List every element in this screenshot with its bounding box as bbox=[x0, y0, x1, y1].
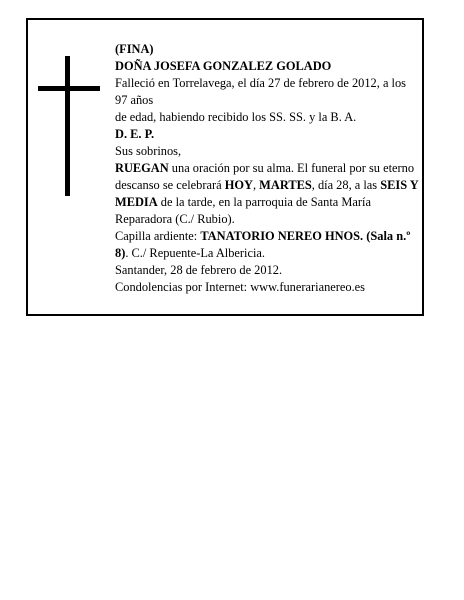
chapel-address: . C./ Repuente-La Albericia. bbox=[125, 246, 266, 260]
prayer-text-2: , día 28, a las bbox=[311, 178, 381, 192]
hoy-word: HOY bbox=[224, 178, 253, 192]
service-time: SEIS Y MEDIA bbox=[115, 178, 419, 209]
prayer-comma: , bbox=[252, 178, 260, 192]
deceased-name: DOÑA JOSEFA GONZALEZ GOLADO bbox=[115, 59, 332, 73]
chapel-room: (Sala n.º 8) bbox=[115, 229, 411, 260]
chapel-label: Capilla ardiente: bbox=[115, 229, 201, 243]
cross-vertical-bar bbox=[65, 56, 70, 196]
rip-line: D. E. P. bbox=[115, 127, 155, 141]
cross-icon bbox=[38, 56, 100, 196]
prayer-text-1: una oración por su alma. El funeral por su eterno descanso se celebrará bbox=[115, 161, 415, 192]
sacraments-line: de edad, habiendo recibido los SS. SS. y la B. A. bbox=[115, 110, 357, 124]
chapel-paragraph bbox=[115, 228, 421, 262]
place-date-line: Santander, 28 de febrero de 2012. bbox=[115, 263, 283, 277]
ruegan-word: RUEGAN bbox=[115, 161, 169, 175]
deceased-alias: (FINA) bbox=[115, 42, 154, 56]
funeral-home-name: TANATORIO NEREO HNOS. bbox=[200, 229, 364, 243]
obituary-notice bbox=[26, 18, 424, 316]
cross-horizontal-bar bbox=[38, 86, 100, 91]
death-line: Falleció en Torrelavega, el día 27 de febrero de 2012, a los 97 años bbox=[115, 76, 407, 107]
weekday-word: MARTES bbox=[259, 178, 312, 192]
notice-text bbox=[115, 41, 421, 296]
condolences-line: Condolencias por Internet: www.funerarianereo.es bbox=[115, 280, 366, 294]
prayer-paragraph bbox=[115, 160, 421, 228]
family-line: Sus sobrinos, bbox=[115, 144, 182, 158]
prayer-text-3: de la tarde, en la parroquia de Santa María Reparadora (C./ Rubio). bbox=[115, 195, 371, 226]
